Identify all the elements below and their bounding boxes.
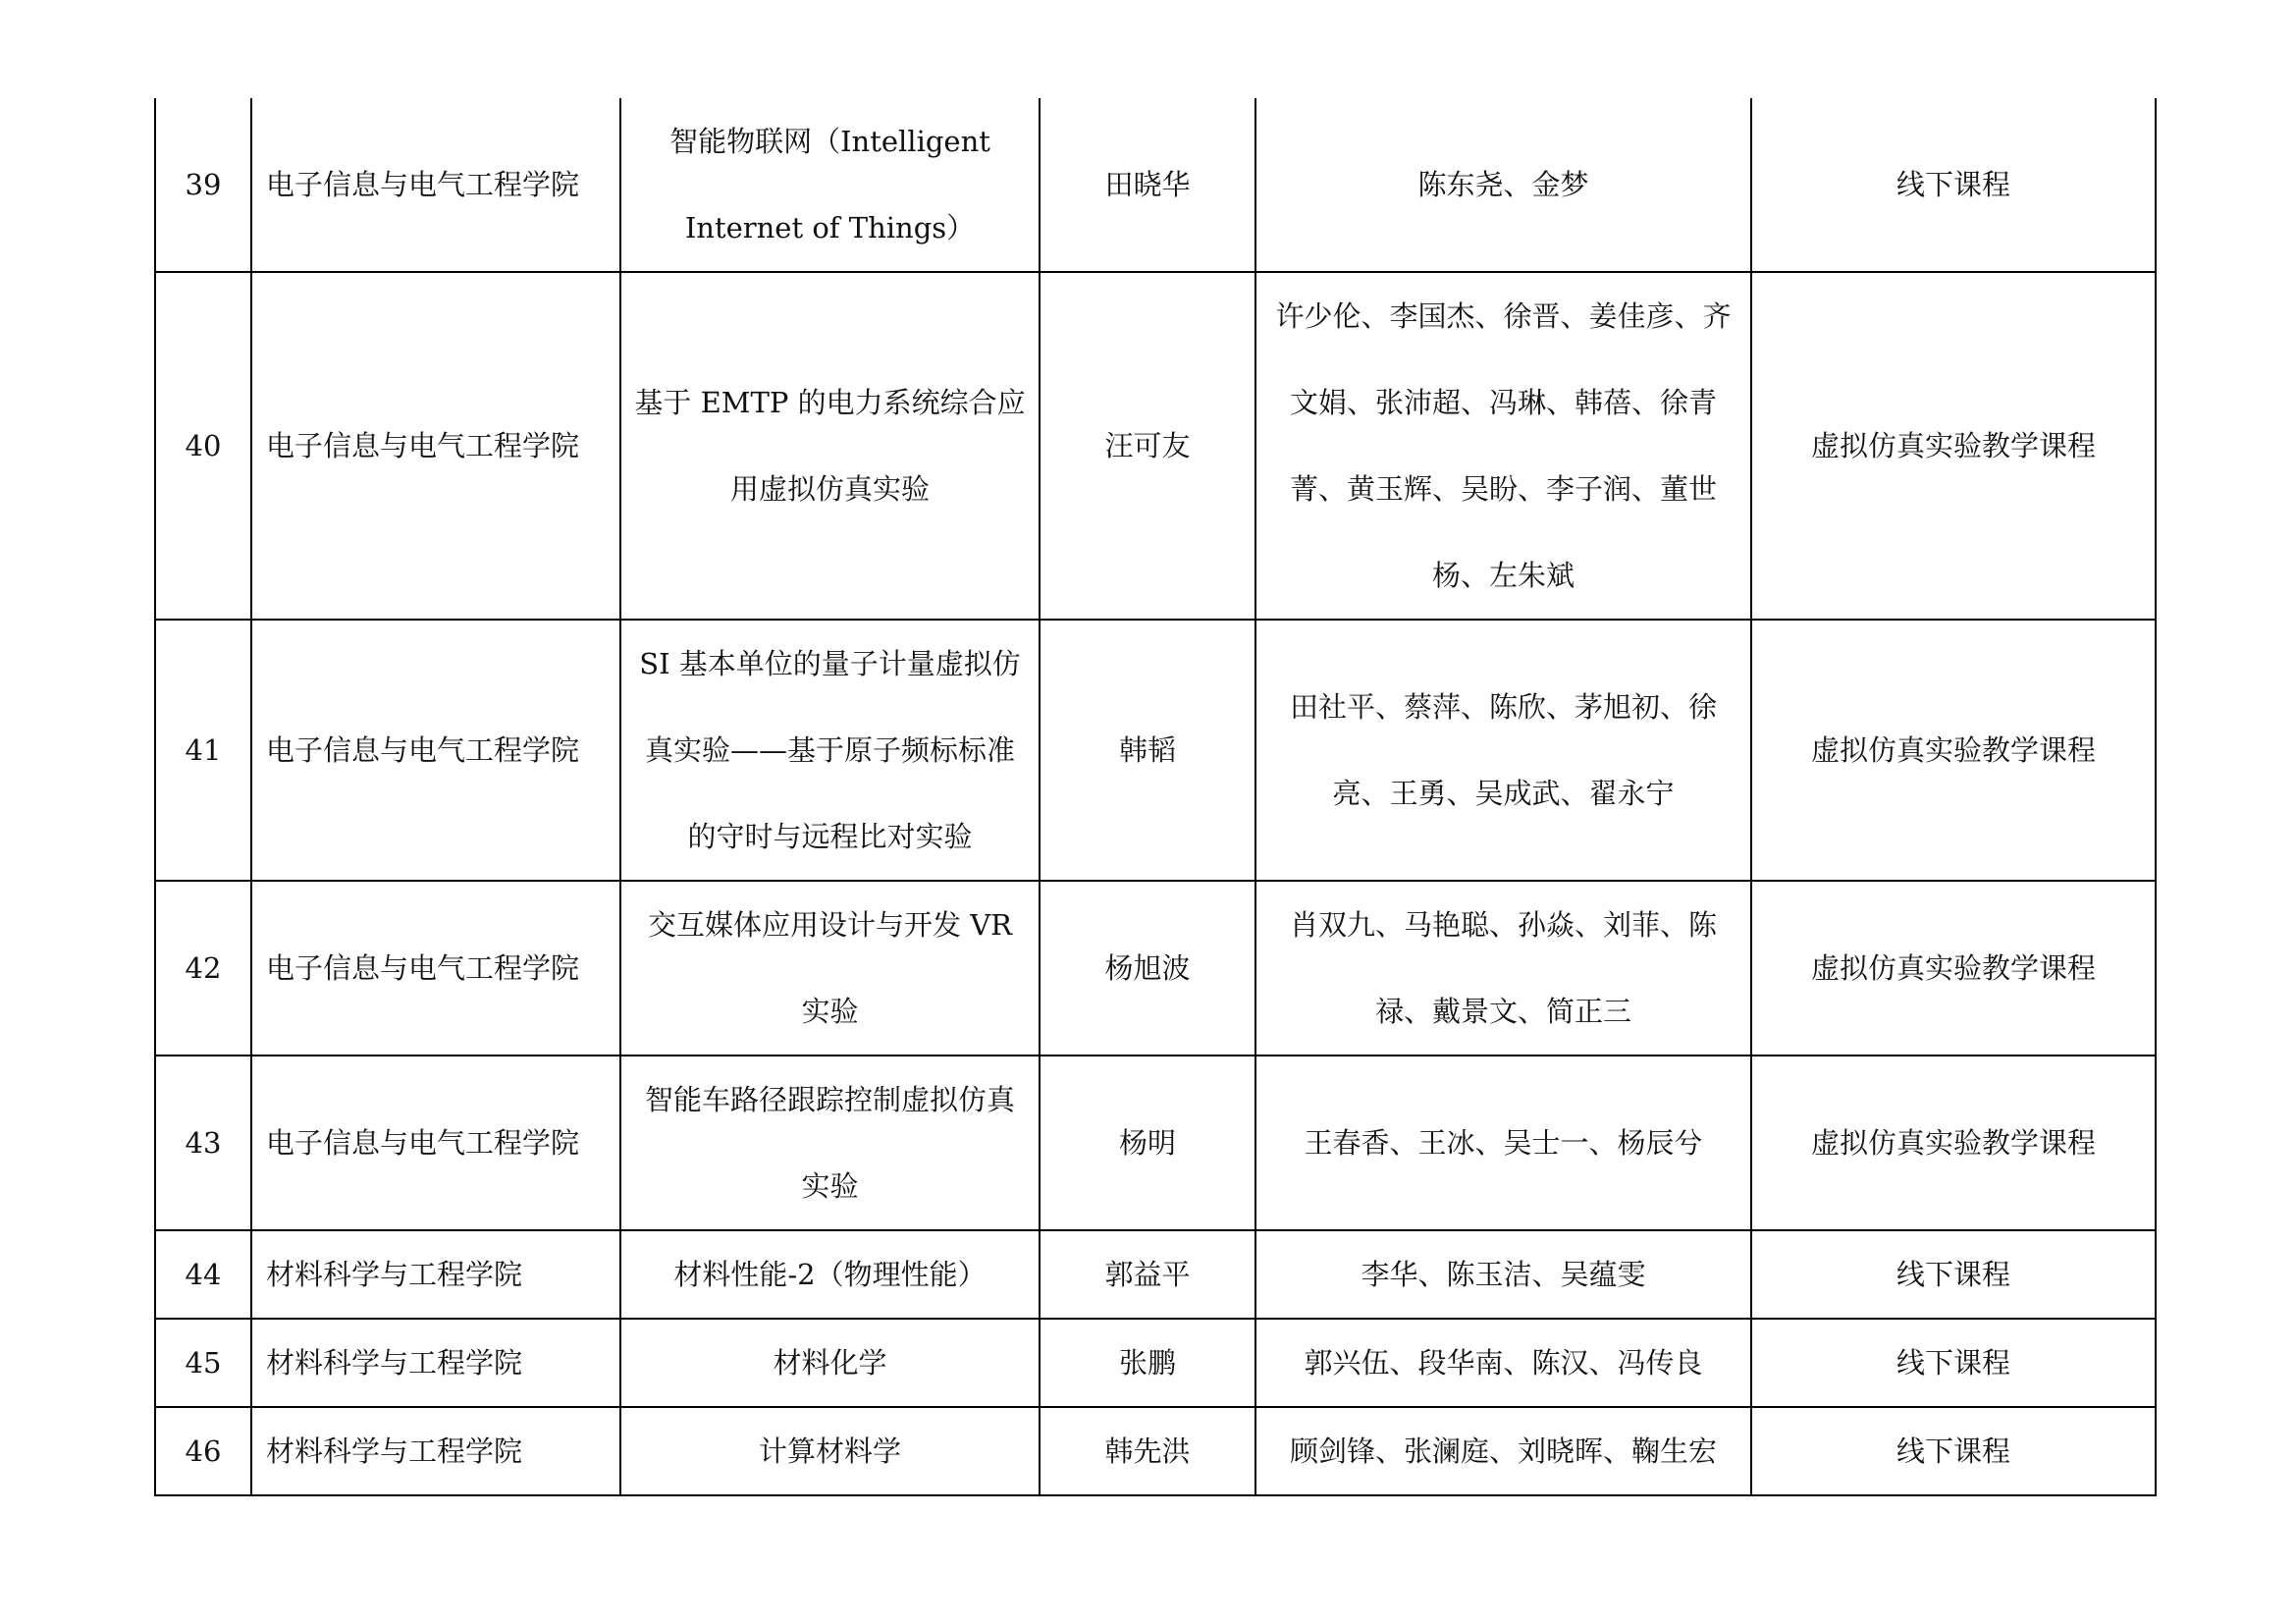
- course-type-cell: 线下课程: [1751, 1230, 2156, 1319]
- table-row: [155, 620, 2156, 881]
- course-lead-cell: 韩先洪: [1040, 1407, 1255, 1495]
- college-cell: 材料科学与工程学院: [251, 1319, 620, 1407]
- team-members-cell: 李华、陈玉洁、吴蕴雯: [1255, 1230, 1751, 1319]
- course-type-cell: 虚拟仿真实验教学课程: [1751, 620, 2156, 881]
- course-name-cell: 智能物联网（Intelligent Internet of Things）: [620, 98, 1040, 272]
- team-members-cell: 顾剑锋、张澜庭、刘晓晖、鞠生宏: [1255, 1407, 1751, 1495]
- team-members-cell: 肖双九、马艳聪、孙焱、刘菲、陈禄、戴景文、简正三: [1255, 881, 1751, 1056]
- team-members-cell: 许少伦、李国杰、徐晋、姜佳彦、齐文娟、张沛超、冯琳、韩蓓、徐青菁、黄玉辉、吴盼、李子润、董世杨、左朱斌: [1255, 272, 1751, 620]
- course-lead-cell: 汪可友: [1040, 272, 1255, 620]
- college-cell: 电子信息与电气工程学院: [251, 1056, 620, 1230]
- course-lead-cell: 杨旭波: [1040, 881, 1255, 1056]
- course-name-cell: 基于 EMTP 的电力系统综合应用虚拟仿真实验: [620, 272, 1040, 620]
- course-lead-cell: 田晓华: [1040, 98, 1255, 272]
- course-type-cell: 虚拟仿真实验教学课程: [1751, 272, 2156, 620]
- course-name-cell: 材料化学: [620, 1319, 1040, 1407]
- team-members-cell: 陈东尧、金梦: [1255, 98, 1751, 272]
- college-cell: 电子信息与电气工程学院: [251, 620, 620, 881]
- course-name-cell: 材料性能-2（物理性能）: [620, 1230, 1040, 1319]
- course-type-cell: 虚拟仿真实验教学课程: [1751, 1056, 2156, 1230]
- course-name-cell: 智能车路径跟踪控制虚拟仿真实验: [620, 1056, 1040, 1230]
- course-name-cell: 交互媒体应用设计与开发 VR 实验: [620, 881, 1040, 1056]
- row-number: 39: [155, 98, 251, 272]
- college-cell: 电子信息与电气工程学院: [251, 98, 620, 272]
- course-lead-cell: 张鹏: [1040, 1319, 1255, 1407]
- course-name-cell: SI 基本单位的量子计量虚拟仿真实验——基于原子频标标准的守时与远程比对实验: [620, 620, 1040, 881]
- table-row: [155, 98, 2156, 272]
- table-row: [155, 1056, 2156, 1230]
- course-lead-cell: 杨明: [1040, 1056, 1255, 1230]
- college-cell: 材料科学与工程学院: [251, 1407, 620, 1495]
- table-row: [155, 272, 2156, 620]
- course-lead-cell: 郭益平: [1040, 1230, 1255, 1319]
- course-type-cell: 线下课程: [1751, 1407, 2156, 1495]
- course-table: [154, 98, 2157, 1496]
- course-name-cell: 计算材料学: [620, 1407, 1040, 1495]
- row-number: 46: [155, 1407, 251, 1495]
- row-number: 40: [155, 272, 251, 620]
- team-members-cell: 王春香、王冰、吴士一、杨辰兮: [1255, 1056, 1751, 1230]
- college-cell: 电子信息与电气工程学院: [251, 881, 620, 1056]
- row-number: 44: [155, 1230, 251, 1319]
- row-number: 41: [155, 620, 251, 881]
- table-row: [155, 881, 2156, 1056]
- college-cell: 电子信息与电气工程学院: [251, 272, 620, 620]
- table-row: [155, 1407, 2156, 1495]
- table-row: [155, 1230, 2156, 1319]
- row-number: 45: [155, 1319, 251, 1407]
- row-number: 43: [155, 1056, 251, 1230]
- team-members-cell: 郭兴伍、段华南、陈汉、冯传良: [1255, 1319, 1751, 1407]
- course-type-cell: 虚拟仿真实验教学课程: [1751, 881, 2156, 1056]
- table-row: [155, 1319, 2156, 1407]
- row-number: 42: [155, 881, 251, 1056]
- course-type-cell: 线下课程: [1751, 1319, 2156, 1407]
- team-members-cell: 田社平、蔡萍、陈欣、茅旭初、徐亮、王勇、吴成武、翟永宁: [1255, 620, 1751, 881]
- college-cell: 材料科学与工程学院: [251, 1230, 620, 1319]
- course-lead-cell: 韩韬: [1040, 620, 1255, 881]
- course-type-cell: 线下课程: [1751, 98, 2156, 272]
